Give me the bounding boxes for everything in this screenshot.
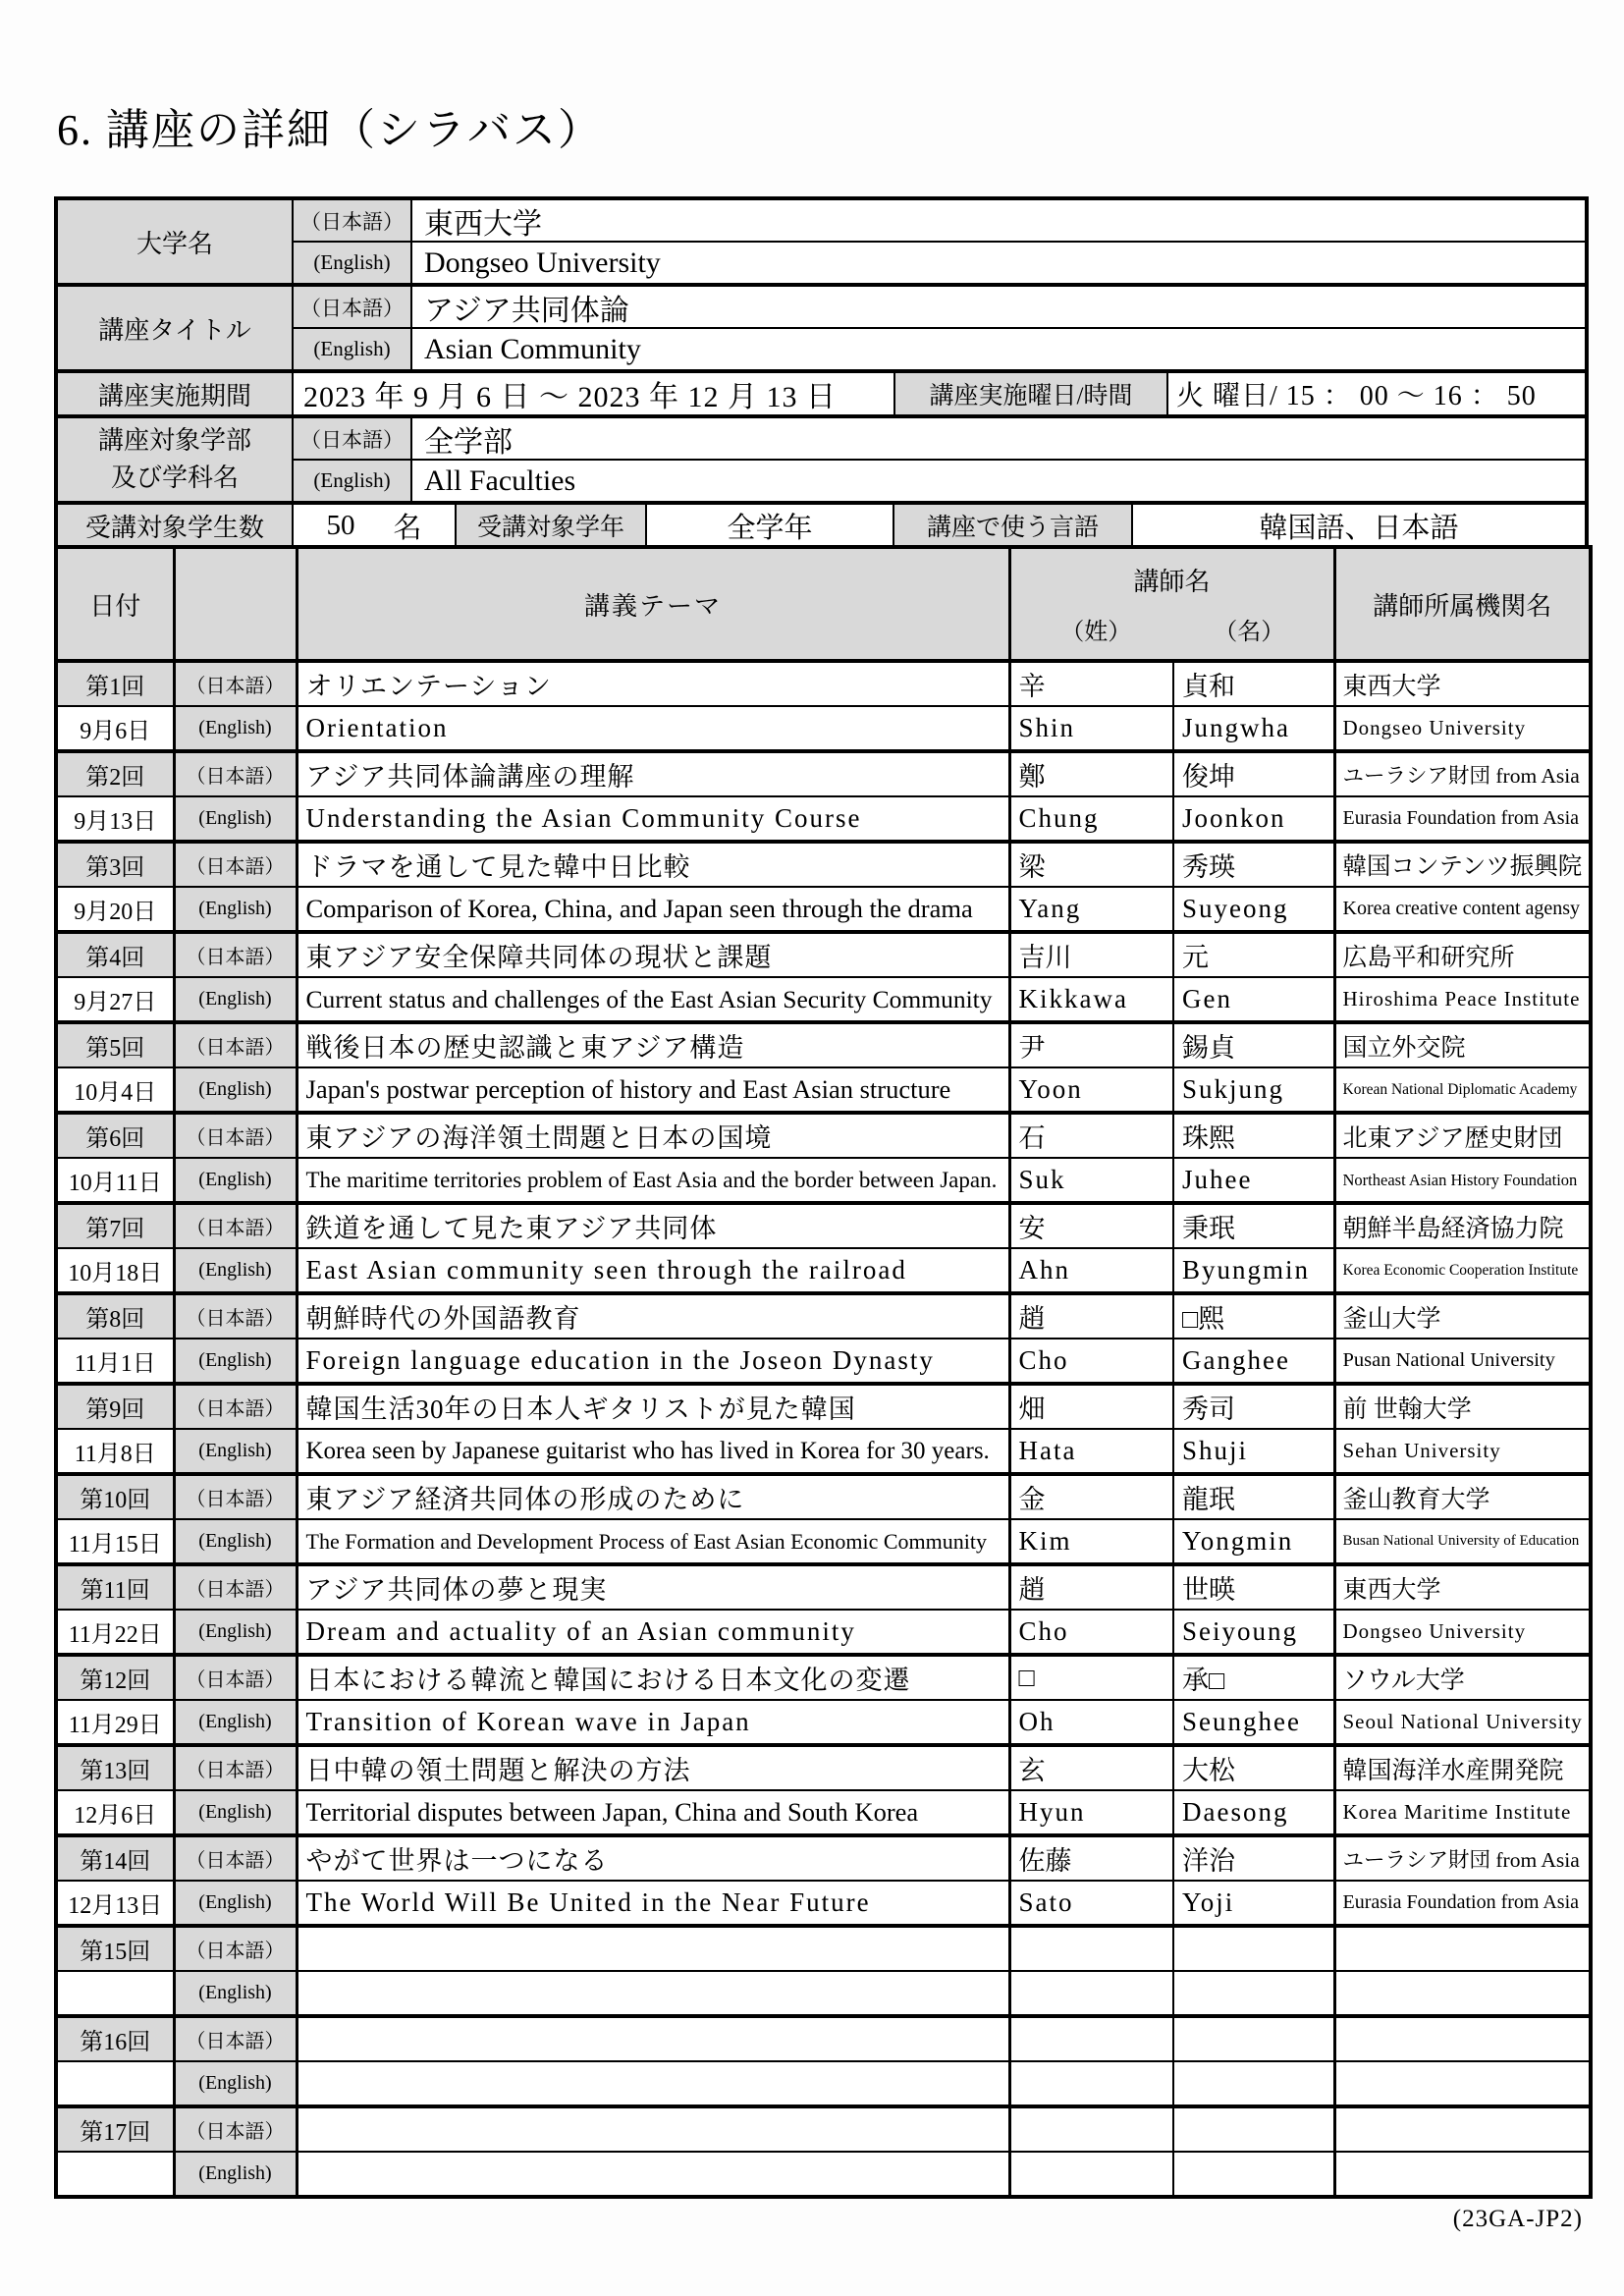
lecturer-institution-jp (1334, 1926, 1591, 1971)
session-row-japanese (56, 1655, 1591, 1700)
session-row-english (56, 1339, 1591, 1384)
lecture-theme-jp: 鉄道を通して見た東アジア共同体 (297, 1203, 1009, 1248)
lang-tag-japanese: （日本語） (174, 1745, 297, 1790)
lang-tag-english: (English) (174, 1700, 297, 1745)
lecturer-institution-en: Sehan University (1334, 1429, 1591, 1474)
lecture-theme-jp: 朝鮮時代の外国語教育 (297, 1293, 1009, 1339)
university-name-label: 大学名 (58, 200, 294, 283)
session-row-english (56, 1700, 1591, 1745)
lecturer-givenname-jp: 秉珉 (1173, 1203, 1334, 1248)
lecturer-surname-en: Cho (1009, 1610, 1173, 1655)
lecturer-givenname-en: Ganghee (1173, 1339, 1334, 1384)
lecturer-surname-en: Suk (1009, 1158, 1173, 1203)
session-row-japanese (56, 1564, 1591, 1610)
lecturer-institution-jp: ユーラシア財団 from Asia (1334, 1835, 1591, 1881)
session-date (56, 1971, 174, 2016)
lecturer-surname-jp: 安 (1009, 1203, 1173, 1248)
lecturer-institution-jp: 北東アジア歴史財団 (1334, 1113, 1591, 1158)
lang-tag-english: (English) (174, 1971, 297, 2016)
lecture-theme-jp: 日中韓の領土問題と解決の方法 (297, 1745, 1009, 1790)
lecturer-institution-jp: 東西大学 (1334, 1564, 1591, 1610)
lecture-theme-en: Korea seen by Japanese guitarist who has lived in Korea for 30 years. (297, 1429, 1009, 1474)
session-number: 第5回 (56, 1022, 174, 1067)
lecture-theme-en: East Asian community seen through the railroad (297, 1248, 1009, 1293)
lecturer-surname-jp: 梁 (1009, 842, 1173, 887)
session-date (56, 2061, 174, 2106)
lang-tag-japanese: （日本語） (174, 1203, 297, 1248)
lecturer-institution-en: Northeast Asian History Foundation (1334, 1158, 1591, 1203)
lecturer-surname-en: Sato (1009, 1881, 1173, 1926)
session-number: 第2回 (56, 751, 174, 796)
lecturer-institution-jp: 朝鮮半島経済協力院 (1334, 1203, 1591, 1248)
course-title-label: 講座タイトル (58, 287, 294, 369)
lecture-theme-en: Comparison of Korea, China, and Japan seen through the drama (297, 887, 1009, 932)
session-row-english (56, 1610, 1591, 1655)
lang-tag-japanese: （日本語） (174, 1835, 297, 1881)
header-date: 日付 (56, 547, 174, 661)
lecture-theme-en (297, 2152, 1009, 2197)
lecture-theme-en: The Formation and Development Process of East Asian Economic Community (297, 1519, 1009, 1564)
lang-tag-english: (English) (294, 243, 412, 283)
session-date: 11月1日 (56, 1339, 174, 1384)
lecture-theme-en: Dream and actuality of an Asian community (297, 1610, 1009, 1655)
lecturer-givenname-jp: 秀瑛 (1173, 842, 1334, 887)
session-row-japanese (56, 842, 1591, 887)
target-faculty-group (58, 418, 1585, 505)
target-grade-value: 全学年 (647, 505, 894, 546)
lecture-theme-en: The maritime territories problem of East Asia and the border between Japan. (297, 1158, 1009, 1203)
lecturer-surname-jp: 佐藤 (1009, 1835, 1173, 1881)
lecturer-surname-jp: 尹 (1009, 1022, 1173, 1067)
lecture-theme-en: Japan's postwar perception of history and East Asian structure (297, 1067, 1009, 1113)
session-date: 11月8日 (56, 1429, 174, 1474)
lang-tag-english: (English) (174, 1519, 297, 1564)
lecture-theme-jp: 東アジアの海洋領土問題と日本の国境 (297, 1113, 1009, 1158)
session-row-english (56, 2152, 1591, 2197)
lang-tag-japanese: （日本語） (174, 1474, 297, 1519)
lang-tag-japanese: （日本語） (174, 1293, 297, 1339)
lecture-theme-jp (297, 1926, 1009, 1971)
target-faculty-en: All Faculties (424, 464, 576, 497)
session-date (56, 2152, 174, 2197)
lecturer-institution-en: Eurasia Foundation from Asia (1334, 796, 1591, 842)
lecture-theme-en: Transition of Korean wave in Japan (297, 1700, 1009, 1745)
course-day-time-value: 火 曜日/ 15 ： 00 ～ 16 ： 50 (1176, 381, 1537, 411)
session-date: 11月22日 (56, 1610, 174, 1655)
session-date: 10月18日 (56, 1248, 174, 1293)
header-lecturer-name: 講師名 (1133, 568, 1211, 596)
lecturer-institution-jp: 広島平和研究所 (1334, 932, 1591, 977)
header-lang-spacer (174, 547, 297, 661)
lang-tag-english: (English) (174, 977, 297, 1022)
session-row-japanese (56, 1474, 1591, 1519)
session-number: 第3回 (56, 842, 174, 887)
lecturer-surname-jp: 辛 (1009, 661, 1173, 706)
lecture-theme-jp (297, 2016, 1009, 2061)
session-row-japanese (56, 751, 1591, 796)
lecturer-givenname-jp: 世暎 (1173, 1564, 1334, 1610)
lecturer-givenname-en (1173, 2061, 1334, 2106)
session-number: 第15回 (56, 1926, 174, 1971)
lecturer-institution-en (1334, 2061, 1591, 2106)
course-period-value: 2023 年 9 月 6 日 ～ 2023 年 12 月 13 日 (294, 373, 895, 414)
lecturer-surname-en: Ahn (1009, 1248, 1173, 1293)
lecturer-institution-en: Dongseo University (1334, 706, 1591, 751)
lecturer-surname-en: Shin (1009, 706, 1173, 751)
lecturer-givenname-en: Gen (1173, 977, 1334, 1022)
lang-tag-english: (English) (174, 2152, 297, 2197)
document-code: (23GA-JP2) (1452, 2206, 1583, 2232)
lecturer-givenname-en: Suyeong (1173, 887, 1334, 932)
lecture-schedule-table (54, 545, 1593, 2199)
lecturer-surname-jp: 趙 (1009, 1293, 1173, 1339)
lecturer-institution-jp: 国立外交院 (1334, 1022, 1591, 1067)
course-day-time-label: 講座実施曜日/時間 (895, 373, 1168, 414)
lecturer-institution-jp (1334, 2106, 1591, 2152)
lang-tag-japanese: （日本語） (174, 1926, 297, 1971)
session-row-english (56, 1519, 1591, 1564)
student-count-label: 受講対象学生数 (58, 505, 294, 546)
header-institution: 講師所属機関名 (1334, 547, 1591, 661)
session-date: 11月29日 (56, 1700, 174, 1745)
lang-tag-english: (English) (174, 1067, 297, 1113)
session-row-english (56, 1429, 1591, 1474)
session-row-english (56, 1881, 1591, 1926)
lecturer-givenname-jp: 貞和 (1173, 661, 1334, 706)
lecturer-institution-jp: 釜山教育大学 (1334, 1474, 1591, 1519)
lecturer-surname-en: Hyun (1009, 1790, 1173, 1835)
lang-tag-japanese: （日本語） (174, 2016, 297, 2061)
lecture-theme-jp: やがて世界は一つになる (297, 1835, 1009, 1881)
lang-tag-english: (English) (174, 1429, 297, 1474)
session-date: 11月15日 (56, 1519, 174, 1564)
session-row-english (56, 706, 1591, 751)
lang-tag-english: (English) (174, 2061, 297, 2106)
session-row-japanese (56, 1293, 1591, 1339)
lecturer-institution-en (1334, 2152, 1591, 2197)
lecturer-surname-jp: 趙 (1009, 1564, 1173, 1610)
lang-tag-english: (English) (174, 1790, 297, 1835)
lecturer-givenname-jp (1173, 1926, 1334, 1971)
lang-tag-english: (English) (174, 887, 297, 932)
session-number: 第8回 (56, 1293, 174, 1339)
lang-tag-japanese: （日本語） (174, 1564, 297, 1610)
lang-tag-japanese: （日本語） (174, 932, 297, 977)
lecturer-surname-en: Chung (1009, 796, 1173, 842)
session-row-japanese (56, 1745, 1591, 1790)
lecturer-surname-en: Kim (1009, 1519, 1173, 1564)
page-title: 6. 講座の詳細（シラバス） (57, 106, 603, 154)
session-date: 12月6日 (56, 1790, 174, 1835)
lecturer-givenname-en: Daesong (1173, 1790, 1334, 1835)
lecturer-surname-jp: 玄 (1009, 1745, 1173, 1790)
lecture-theme-en: The World Will Be United in the Near Future (297, 1881, 1009, 1926)
lecturer-surname-jp: □ (1009, 1655, 1173, 1700)
session-date: 9月6日 (56, 706, 174, 751)
lecture-theme-en (297, 2061, 1009, 2106)
session-row-japanese (56, 1113, 1591, 1158)
lecture-theme-en (297, 1971, 1009, 2016)
lecture-theme-jp (297, 2106, 1009, 2152)
lecturer-institution-en: Korea Economic Cooperation Institute (1334, 1248, 1591, 1293)
lecturer-surname-en: Hata (1009, 1429, 1173, 1474)
session-row-japanese (56, 932, 1591, 977)
lecturer-givenname-jp: 珠熙 (1173, 1113, 1334, 1158)
lecturer-institution-en: Eurasia Foundation from Asia (1334, 1881, 1591, 1926)
lecturer-givenname-en: Byungmin (1173, 1248, 1334, 1293)
session-date: 9月13日 (56, 796, 174, 842)
session-row-japanese (56, 1022, 1591, 1067)
session-number: 第6回 (56, 1113, 174, 1158)
lecturer-surname-en: Yoon (1009, 1067, 1173, 1113)
lecturer-surname-jp: 金 (1009, 1474, 1173, 1519)
lang-tag-english: (English) (174, 1339, 297, 1384)
schedule-header-row (56, 547, 1591, 661)
university-name-en: Dongseo University (424, 246, 661, 279)
lecturer-institution-jp: 韓国海洋水産開発院 (1334, 1745, 1591, 1790)
student-count-value (294, 505, 457, 546)
session-row-japanese (56, 1384, 1591, 1429)
lecturer-institution-en (1334, 1971, 1591, 2016)
lecturer-institution-en: Korean National Diplomatic Academy (1334, 1067, 1591, 1113)
lecturer-surname-jp: 吉川 (1009, 932, 1173, 977)
session-number: 第16回 (56, 2016, 174, 2061)
session-number: 第10回 (56, 1474, 174, 1519)
course-title-jp: アジア共同体論 (424, 294, 629, 327)
session-number: 第1回 (56, 661, 174, 706)
lang-tag-japanese: （日本語） (174, 751, 297, 796)
lecturer-surname-en (1009, 2152, 1173, 2197)
session-row-english (56, 2061, 1591, 2106)
lecturer-institution-en: Korea Maritime Institute (1334, 1790, 1591, 1835)
lecturer-givenname-en: Jungwha (1173, 706, 1334, 751)
lecture-theme-jp: アジア共同体の夢と現実 (297, 1564, 1009, 1610)
lecturer-institution-jp: ユーラシア財団 from Asia (1334, 751, 1591, 796)
session-number: 第11回 (56, 1564, 174, 1610)
course-period-row (58, 373, 1585, 418)
lang-tag-japanese: （日本語） (294, 200, 412, 241)
lecture-theme-jp: アジア共同体論講座の理解 (297, 751, 1009, 796)
session-row-english (56, 977, 1591, 1022)
lecturer-institution-en: Dongseo University (1334, 1610, 1591, 1655)
course-title-group (58, 287, 1585, 373)
lecturer-surname-jp (1009, 2106, 1173, 2152)
lecturer-surname-jp: 鄭 (1009, 751, 1173, 796)
session-row-japanese (56, 2016, 1591, 2061)
lang-tag-japanese: （日本語） (294, 418, 412, 459)
lecturer-givenname-en: Yoji (1173, 1881, 1334, 1926)
session-row-english (56, 1248, 1591, 1293)
lecturer-surname-jp: 石 (1009, 1113, 1173, 1158)
lecturer-surname-en (1009, 2061, 1173, 2106)
target-grade-label: 受講対象学年 (457, 505, 647, 546)
target-faculty-jp: 全学部 (424, 425, 513, 459)
lecturer-givenname-jp: 錫貞 (1173, 1022, 1334, 1067)
lecturer-givenname-jp (1173, 2106, 1334, 2152)
lecturer-givenname-jp: 秀司 (1173, 1384, 1334, 1429)
session-row-japanese (56, 1926, 1591, 1971)
lecturer-givenname-en: Seiyoung (1173, 1610, 1334, 1655)
lecturer-surname-en: Yang (1009, 887, 1173, 932)
lecture-theme-jp: ドラマを通して見た韓中日比較 (297, 842, 1009, 887)
session-row-english (56, 1790, 1591, 1835)
lecturer-institution-en: Seoul National University (1334, 1700, 1591, 1745)
lecturer-surname-en (1009, 1971, 1173, 2016)
lang-tag-english: (English) (174, 706, 297, 751)
session-number: 第13回 (56, 1745, 174, 1790)
lecturer-surname-en: Cho (1009, 1339, 1173, 1384)
lecture-theme-jp: 日本における韓流と韓国における日本文化の変遷 (297, 1655, 1009, 1700)
lecture-theme-jp: 東アジア安全保障共同体の現状と課題 (297, 932, 1009, 977)
lecture-theme-en: Current status and challenges of the East Asian Security Community (297, 977, 1009, 1022)
lecturer-surname-en: Kikkawa (1009, 977, 1173, 1022)
lang-tag-japanese: （日本語） (174, 1655, 297, 1700)
lang-tag-english: (English) (174, 1248, 297, 1293)
lecturer-givenname-en: Sukjung (1173, 1067, 1334, 1113)
session-row-japanese (56, 661, 1591, 706)
lecture-theme-jp: 東アジア経済共同体の形成のために (297, 1474, 1009, 1519)
session-row-english (56, 1158, 1591, 1203)
session-row-english (56, 887, 1591, 932)
session-number: 第14回 (56, 1835, 174, 1881)
lecture-theme-en: Understanding the Asian Community Course (297, 796, 1009, 842)
lang-tag-english: (English) (174, 796, 297, 842)
lecture-theme-en: Orientation (297, 706, 1009, 751)
lecturer-givenname-en: Joonkon (1173, 796, 1334, 842)
session-number: 第9回 (56, 1384, 174, 1429)
lecturer-surname-en: Oh (1009, 1700, 1173, 1745)
session-number: 第7回 (56, 1203, 174, 1248)
lecturer-institution-en: Busan National University of Education (1334, 1519, 1591, 1564)
lecturer-surname-jp (1009, 2016, 1173, 2061)
lecturer-givenname-en: Juhee (1173, 1158, 1334, 1203)
lecturer-givenname-jp: 洋治 (1173, 1835, 1334, 1881)
session-row-japanese (56, 2106, 1591, 2152)
lecturer-surname-jp (1009, 1926, 1173, 1971)
header-lecturer (1009, 547, 1334, 661)
lang-tag-english: (English) (294, 329, 412, 369)
lang-tag-english: (English) (174, 1881, 297, 1926)
lang-tag-english: (English) (174, 1610, 297, 1655)
course-title-en: Asian Community (424, 332, 641, 365)
lecture-theme-jp: 戦後日本の歴史認識と東アジア構造 (297, 1022, 1009, 1067)
student-count-number: 50 (326, 509, 355, 541)
session-row-japanese (56, 1203, 1591, 1248)
lecturer-givenname-en: Shuji (1173, 1429, 1334, 1474)
session-number: 第4回 (56, 932, 174, 977)
session-number: 第17回 (56, 2106, 174, 2152)
header-surname: （姓） (1060, 620, 1132, 645)
lecturer-institution-jp: 釜山大学 (1334, 1293, 1591, 1339)
lecturer-givenname-jp: 俊坤 (1173, 751, 1334, 796)
course-info-table (54, 196, 1589, 550)
lecturer-givenname-en: Yongmin (1173, 1519, 1334, 1564)
lecturer-institution-jp: ソウル大学 (1334, 1655, 1591, 1700)
lecturer-givenname-en: Seunghee (1173, 1700, 1334, 1745)
target-faculty-label (58, 418, 294, 501)
lang-tag-english: (English) (294, 461, 412, 501)
lecturer-institution-jp: 前 世翰大学 (1334, 1384, 1591, 1429)
lecturer-givenname-jp: 承□ (1173, 1655, 1334, 1700)
lecturer-institution-en: Hiroshima Peace Institute (1334, 977, 1591, 1022)
header-theme: 講義テーマ (297, 547, 1009, 661)
lecturer-institution-jp (1334, 2016, 1591, 2061)
lecturer-surname-jp: 畑 (1009, 1384, 1173, 1429)
university-name-group (58, 200, 1585, 287)
session-date: 10月11日 (56, 1158, 174, 1203)
session-row-english (56, 796, 1591, 842)
lang-tag-japanese: （日本語） (174, 2106, 297, 2152)
session-date: 10月4日 (56, 1067, 174, 1113)
course-period-label: 講座実施期間 (58, 373, 294, 414)
lecture-theme-en: Territorial disputes between Japan, China and South Korea (297, 1790, 1009, 1835)
header-givenname: （名） (1214, 620, 1285, 645)
lang-tag-japanese: （日本語） (174, 1384, 297, 1429)
lecturer-institution-en: Pusan National University (1334, 1339, 1591, 1384)
session-date: 12月13日 (56, 1881, 174, 1926)
lang-tag-japanese: （日本語） (174, 1022, 297, 1067)
university-name-jp: 東西大学 (424, 207, 542, 241)
session-row-english (56, 1067, 1591, 1113)
lecturer-institution-en: Korea creative content agensy (1334, 887, 1591, 932)
student-count-unit: 名 (393, 512, 422, 544)
lecturer-givenname-en (1173, 2152, 1334, 2197)
target-faculty-label-line1: 講座対象学部 (97, 426, 251, 456)
lecturer-givenname-jp: 大松 (1173, 1745, 1334, 1790)
lecturer-givenname-en (1173, 1971, 1334, 2016)
session-date: 9月27日 (56, 977, 174, 1022)
course-language-value: 韓国語、日本語 (1259, 512, 1459, 544)
lecture-theme-en: Foreign language education in the Joseon Dynasty (297, 1339, 1009, 1384)
lang-tag-japanese: （日本語） (174, 661, 297, 706)
session-date: 9月20日 (56, 887, 174, 932)
lang-tag-japanese: （日本語） (294, 287, 412, 327)
lecturer-givenname-jp: □熙 (1173, 1293, 1334, 1339)
lecturer-institution-jp: 韓国コンテンツ振興院 (1334, 842, 1591, 887)
lang-tag-english: (English) (174, 1158, 297, 1203)
lecturer-givenname-jp: 龍珉 (1173, 1474, 1334, 1519)
course-language-label: 講座で使う言語 (894, 505, 1133, 546)
lecturer-institution-jp: 東西大学 (1334, 661, 1591, 706)
target-faculty-label-line2: 及び学科名 (110, 464, 239, 492)
lecture-theme-jp: 韓国生活30年の日本人ギタリストが見た韓国 (297, 1384, 1009, 1429)
lecture-theme-jp: オリエンテーション (297, 661, 1009, 706)
session-row-english (56, 1971, 1591, 2016)
student-count-row (58, 505, 1585, 546)
lang-tag-japanese: （日本語） (174, 1113, 297, 1158)
lecturer-givenname-jp: 元 (1173, 932, 1334, 977)
lang-tag-japanese: （日本語） (174, 842, 297, 887)
session-number: 第12回 (56, 1655, 174, 1700)
lecturer-givenname-jp (1173, 2016, 1334, 2061)
session-row-japanese (56, 1835, 1591, 1881)
